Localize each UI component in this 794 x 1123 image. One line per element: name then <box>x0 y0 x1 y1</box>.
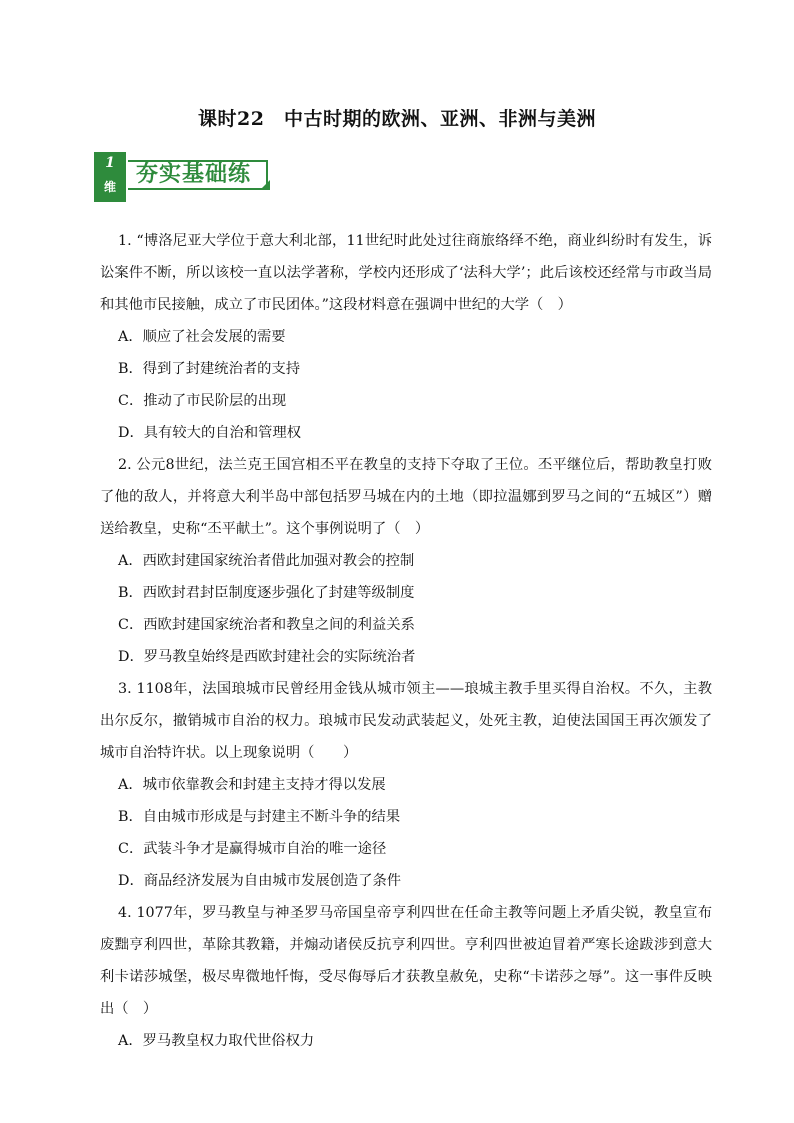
section-badge <box>92 152 292 204</box>
option: A．西欧封建国家统治者借此加强对教会的控制 <box>118 553 415 569</box>
question <box>100 897 712 1057</box>
section-number: 1 <box>105 155 115 171</box>
section-level: 维 <box>103 180 116 195</box>
corner-arrow-icon <box>260 180 270 190</box>
section-level-marker <box>94 152 126 202</box>
option: A．罗马教皇权力取代世俗权力 <box>118 1033 315 1049</box>
option: C．武装斗争才是赢得城市自治的唯一途径 <box>118 841 387 857</box>
question-stem: 3. 1108年，法国琅城市民曾经用金钱从城市领主——琅城主教手里买得自治权。不久，主教出尔反尔，撤销城市自治的权力。琅城市民发动武装起义，处死主教，迫使法国国王再次颁发了城市自治特许状。以上现象说明（ ） <box>100 681 712 761</box>
option: C．西欧封建国家统治者和教皇之间的利益关系 <box>118 617 415 633</box>
option: D．具有较大的自治和管理权 <box>118 425 302 441</box>
option: D．罗马教皇始终是西欧封建社会的实际统治者 <box>118 649 416 665</box>
option: C．推动了市民阶层的出现 <box>118 393 287 409</box>
question-stem: 2. 公元8世纪，法兰克王国宫相丕平在教皇的支持下夺取了王位。丕平继位后，帮助教皇打败了他的敌人，并将意大利半岛中部包括罗马城在内的土地（即拉温娜到罗马之间的“五城区”）赠送给教皇，史称“丕平献土”。这个事例说明了（ ） <box>100 457 712 537</box>
option: A．顺应了社会发展的需要 <box>118 329 286 345</box>
question <box>100 225 712 449</box>
question-stem: 1. “博洛尼亚大学位于意大利北部，11世纪时此处过往商旅络绎不绝，商业纠纷时有发生，诉讼案件不断，所以该校一直以法学著称，学校内还形成了‘法科大学’；此后该校还经常与市政当局和其他市民接触，成立了市民团体。”这段材料意在强调中世纪的大学（ ） <box>100 233 712 313</box>
question <box>100 673 712 897</box>
section-label: 夯实基础练 <box>136 162 252 187</box>
option: A．城市依靠教会和封建主支持才得以发展 <box>118 777 386 793</box>
question-list <box>100 225 712 1057</box>
option: B．西欧封君封臣制度逐步强化了封建等级制度 <box>118 585 415 601</box>
option: D．商品经济发展为自由城市发展创造了条件 <box>118 873 402 889</box>
page-title: 课时22 中古时期的欧洲、亚洲、非洲与美洲 <box>198 108 596 130</box>
option: B．得到了封建统治者的支持 <box>118 361 301 377</box>
question <box>100 449 712 673</box>
option: B．自由城市形成是与封建主不断斗争的结果 <box>118 809 401 825</box>
question-stem: 4. 1077年，罗马教皇与神圣罗马帝国皇帝亨利四世在任命主教等问题上矛盾尖锐，教皇宣布废黜亨利四世，革除其教籍，并煽动诸侯反抗亨利四世。亨利四世被迫冒着严寒长途跋涉到意大利卡诺莎城堡，极尽卑微地忏悔，受尽侮辱后才获教皇赦免，史称“卡诺莎之辱”。这一事件反映出（ ） <box>100 905 712 1017</box>
